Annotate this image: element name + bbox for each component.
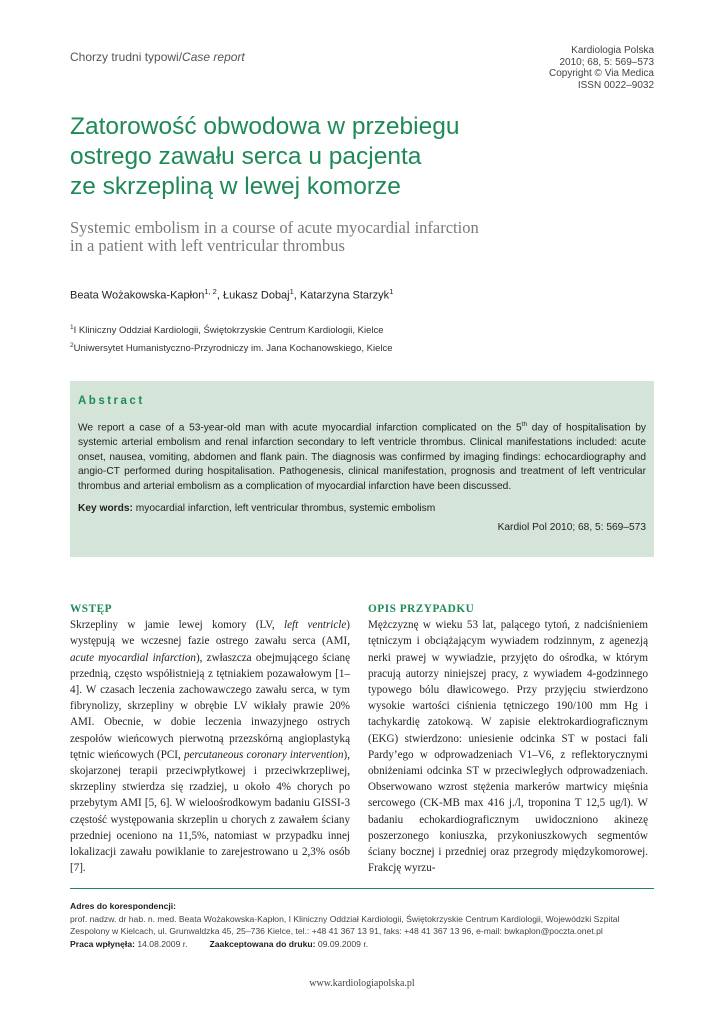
author-name: Łukasz Dobaj bbox=[222, 289, 290, 302]
affiliation-mark: 2 bbox=[70, 342, 74, 350]
author-separator: , bbox=[216, 289, 223, 302]
journal-volume: 2010; 68, 5: 569–573 bbox=[559, 56, 654, 68]
intro-term: percutaneous coronary intervention bbox=[183, 748, 344, 761]
received-accepted-dates bbox=[70, 938, 660, 951]
case-paragraph: Mężczyznę w wieku 53 lat, palącego tytoń, z nadciśnieniem tętniczym i obciążającym wywiadem rodzinnym, z agenezją nerki prawej w wywiadzie, przyjęto do ośrodka, w którym pracują autorzy niniejszej pracy, z wywiadem 4-godzinnego typowego bólu dławicowego. Przy przyjęciu stwierdzono wysokie wartości ciśnienia tętniczego 190/100 mm Hg i tachykardię zatokową. W zapisie elektrokardiograficznym (EKG) stwierdzono: uniesienie odcinka ST w postaci fali Pardy’ego w odprowadzeniach V1–V6, z reflektorycznymi obniżeniami odcinka ST w przeciwległych odprowadzeniach. Obserwowano wzrost stężenia markerów martwicy mięśnia sercowego (CK-MB max 416 j./l, troponina T 12,5 ug/l). W badaniu echokardiograficznym uwidoczniono akinezę poszerzonego koniuszka, przykoniuszkowych segmentów ściany bocznej i przedniej oraz przegrody międzykomorowej. Frakcję wyrzu- bbox=[368, 619, 648, 875]
section-label bbox=[70, 50, 245, 64]
correspondence-address: prof. nadzw. dr hab. n. med. Beata Wożakowska-Kapłon, I Kliniczny Oddział Kardiologii, Świętokrzyskie Centrum Kardiologii, Wojewódzki Szpital bbox=[70, 913, 620, 924]
intro-column bbox=[70, 601, 350, 876]
intro-text: Skrzepliny w jamie lewej komory (LV, bbox=[70, 619, 284, 632]
affiliation-text: Uniwersytet Humanistyczno-Przyrodniczy im. Jana Kochanowskiego, Kielce bbox=[73, 343, 393, 355]
keywords bbox=[78, 503, 646, 514]
affiliation-item bbox=[70, 338, 393, 356]
abstract-text-part: We report a case of a 53-year-old man with acute myocardial infarction complicated on the 5 bbox=[78, 422, 522, 434]
case-column bbox=[368, 601, 648, 876]
journal-issn: ISSN 0022–9032 bbox=[577, 79, 654, 91]
title-polish-line: ze skrzepliną w lewej komorze bbox=[70, 173, 401, 200]
abstract-text bbox=[78, 418, 646, 494]
title-polish-line: Zatorowość obwodowa w przebiegu bbox=[70, 113, 460, 140]
author-affiliation-mark: 1, 2 bbox=[204, 287, 217, 296]
received-label: Praca wpłynęła: bbox=[70, 938, 135, 949]
author-name: Katarzyna Starzyk bbox=[299, 289, 390, 302]
author-affiliation-mark: 1 bbox=[389, 287, 394, 296]
received-date: 14.08.2009 r. bbox=[134, 938, 188, 949]
author-separator: , bbox=[293, 289, 300, 302]
title-english-line: in a patient with left ventricular thrombus bbox=[70, 236, 345, 255]
affiliation-mark: 1 bbox=[70, 324, 74, 331]
intro-heading: WSTĘP bbox=[70, 603, 113, 615]
journal-copyright: Copyright © Via Medica bbox=[548, 68, 654, 79]
abstract-heading: Abstract bbox=[78, 395, 145, 407]
intro-text: ), zwłaszcza obejmującego ścianę przednią, często współistnieją z tętniakiem pozawałowym [1–4]. W czasach leczenia zachowawczego zawału serca, w tym fibrynolizy, skrzepliny w obrębie LV wikłały prawie 20% AMI. Obecnie, w dobie leczenia inwazyjnego ostrych zespołów wieńcowych pierwotną przezskórną angioplastyką tętnic wieńcowych (PCI, bbox=[70, 651, 350, 761]
correspondence-label: Adres do korespondencji: bbox=[70, 901, 177, 911]
citation: Kardiol Pol 2010; 68, 5: 569–573 bbox=[497, 522, 646, 533]
affiliation-item bbox=[70, 320, 393, 338]
intro-text: ), skojarzonej terapii przeciwpłytkowej i przeciwkrzepliwej, skrzepliny stwierdza się rzadziej, u około 4% chorych po przebytym AMI [5, 6]. W wieloośrodkowym badaniu GISSI-3 częstość występowania skrzeplin u chorych z zawałem ściany przedniej oceniono na 11,5%, natomiast w przypadku innej lokalizacji zawału powiklanie to zarejestrowano u 2,3% osób [7]. bbox=[70, 748, 350, 875]
correspondence-block bbox=[70, 900, 660, 950]
author-name: Beata Wożakowska-Kapłon bbox=[70, 289, 205, 302]
title-polish-line: ostrego zawału serca u pacjenta bbox=[70, 143, 422, 170]
author-affiliation-mark: 1 bbox=[289, 287, 294, 296]
abstract-text-part: day of hospitalisation by systemic arterial embolism and renal infarction secondary to left ventricle thrombus. Clinical manifestations included: acute onset, nausea, vomiting, abdomen and flank pain. The diagnosis was confirmed by imaging findings: echocardiography and angio-CT performed during hospitalisation. Pathogenesis, clinical manifestation, prognosis and treatment of left ventricular thrombus and arterial embolism as a complication of myocardial infarction have been discussed. bbox=[78, 422, 646, 492]
footer-divider bbox=[70, 888, 654, 889]
title-english bbox=[70, 219, 670, 255]
intro-text: ) występują we wczesnej fazie ostrego zawału serca (AMI, bbox=[70, 619, 350, 648]
intro-paragraph bbox=[70, 617, 350, 876]
keywords-text: myocardial infarction, left ventricular thrombus, systemic embolism bbox=[132, 503, 436, 514]
journal-info bbox=[549, 45, 654, 91]
title-polish bbox=[70, 112, 670, 202]
accepted-label: Zaakceptowana do druku: bbox=[209, 938, 316, 949]
case-heading: OPIS PRZYPADKU bbox=[368, 603, 475, 615]
title-english-line: Systemic embolism in a course of acute myocardial infarction bbox=[70, 218, 479, 237]
section-label-pl: Chorzy trudni typowi/ bbox=[70, 50, 183, 64]
journal-name: Kardiologia Polska bbox=[571, 45, 654, 56]
intro-term: left ventricle bbox=[283, 619, 347, 632]
section-label-en: Case report bbox=[182, 50, 245, 64]
affiliation-text: I Kliniczny Oddział Kardiologii, Świętokrzyskie Centrum Kardiologii, Kielce bbox=[73, 325, 384, 337]
intro-term: acute myocardial infarction bbox=[70, 651, 196, 664]
accepted-date: 09.09.2009 r. bbox=[315, 938, 369, 949]
affiliation-list bbox=[70, 320, 393, 356]
website-url: www.kardiologiapolska.pl bbox=[309, 978, 415, 989]
abstract-box bbox=[70, 381, 654, 557]
keywords-label: Key words: bbox=[78, 503, 133, 514]
correspondence-address: Zespolony w Kielcach, ul. Grunwaldzka 45, 25–736 Kielce, tel.: +48 41 367 13 91, faks: +48 41 367 13 96, e-mail: bwkaplon@poczta.onet.pl bbox=[70, 926, 603, 936]
abstract-ordinal-sup: th bbox=[521, 421, 528, 428]
author-list bbox=[70, 287, 393, 302]
